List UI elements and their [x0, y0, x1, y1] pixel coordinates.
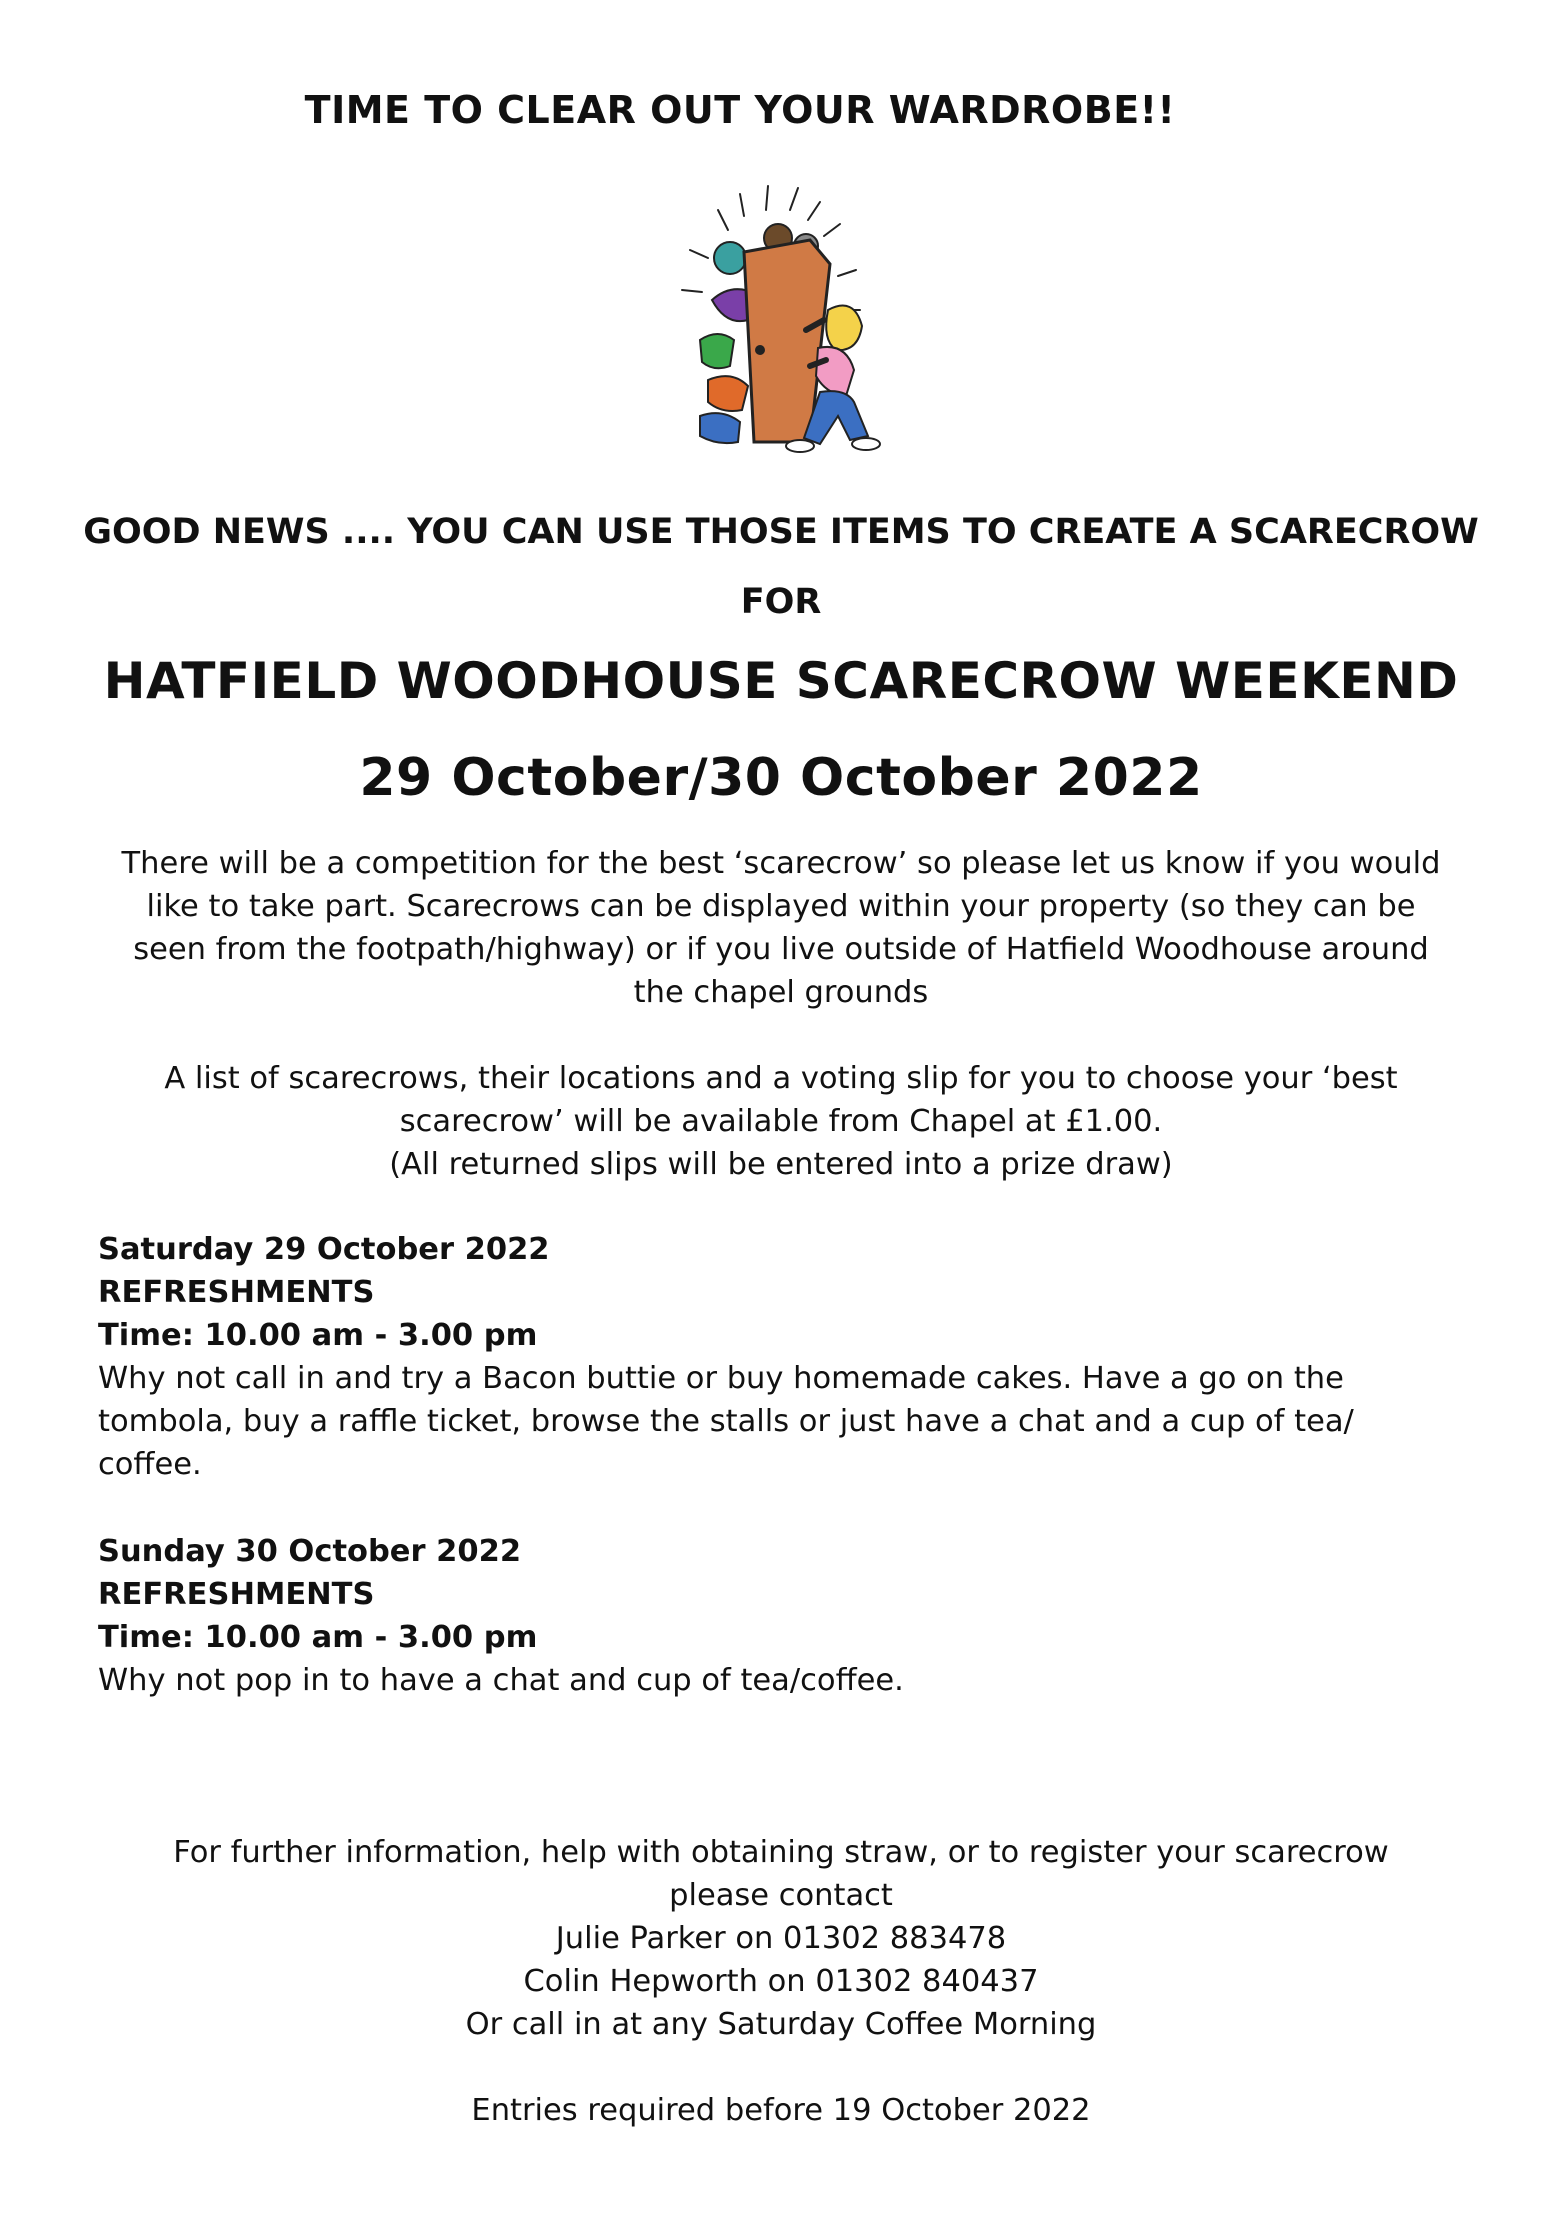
voting-line: (All returned slips will be entered into a prize draw): [389, 1147, 1173, 1182]
event-dates: 29 October/30 October 2022: [359, 748, 1203, 808]
contact-line: For further information, help with obtaining straw, or to register your scarecrow: [173, 1835, 1389, 1870]
saturday-description-line: tombola, buy a raffle ticket, browse the stalls or just have a chat and a cup of tea/: [98, 1404, 1354, 1439]
saturday-refreshments-label: REFRESHMENTS: [98, 1275, 375, 1310]
good-news-heading: GOOD NEWS .... YOU CAN USE THOSE ITEMS TO CREATE A SCARECROW: [83, 512, 1479, 552]
top-heading: TIME TO CLEAR OUT YOUR WARDROBE!!: [304, 88, 1176, 132]
sunday-description-line: Why not pop in to have a chat and cup of tea/coffee.: [98, 1663, 904, 1698]
saturday-date: Saturday 29 October 2022: [98, 1232, 550, 1267]
voting-line: A list of scarecrows, their locations and a voting slip for you to choose your ‘best: [164, 1061, 1398, 1096]
saturday-description-line: Why not call in and try a Bacon buttie or buy homemade cakes. Have a go on the: [98, 1361, 1344, 1396]
saturday-description-line: coffee.: [98, 1447, 202, 1482]
saturday-time: Time: 10.00 am - 3.00 pm: [98, 1318, 538, 1353]
competition-line: like to take part. Scarecrows can be displayed within your property (so they can be: [146, 889, 1416, 924]
contact-colin-hepworth: Colin Hepworth on 01302 840437: [523, 1964, 1039, 1999]
competition-line: There will be a competition for the best ‘scarecrow’ so please let us know if you would: [121, 846, 1441, 881]
contact-line: Or call in at any Saturday Coffee Morning: [465, 2007, 1097, 2042]
voting-line: scarecrow’ will be available from Chapel at £1.00.: [399, 1104, 1163, 1139]
event-title: HATFIELD WOODHOUSE SCARECROW WEEKEND: [103, 652, 1459, 710]
sunday-time: Time: 10.00 am - 3.00 pm: [98, 1620, 538, 1655]
contact-julie-parker: Julie Parker on 01302 883478: [555, 1921, 1007, 1956]
contact-line: please contact: [669, 1878, 893, 1913]
for-text: FOR: [740, 582, 822, 622]
competition-line: the chapel grounds: [633, 975, 929, 1010]
sunday-date: Sunday 30 October 2022: [98, 1534, 522, 1569]
entries-deadline: Entries required before 19 October 2022: [471, 2093, 1091, 2128]
overflowing-wardrobe-icon: [660, 180, 910, 460]
sunday-refreshments-label: REFRESHMENTS: [98, 1577, 375, 1612]
competition-line: seen from the footpath/highway) or if you live outside of Hatfield Woodhouse around: [133, 932, 1429, 967]
